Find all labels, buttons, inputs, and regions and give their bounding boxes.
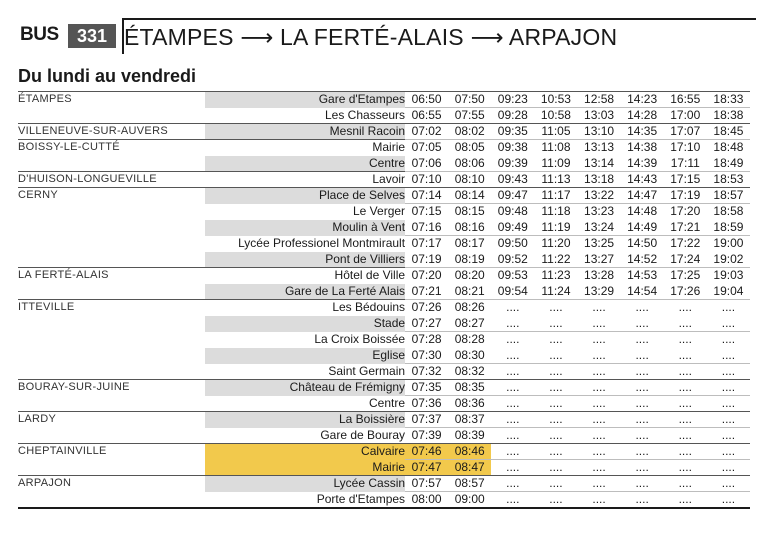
- departure-time-cell: 08:16: [448, 220, 491, 236]
- departure-time-cell: ....: [534, 316, 577, 332]
- timetable-row: [18, 124, 750, 140]
- departure-time-cell: ....: [664, 348, 707, 364]
- timetable-body: [18, 92, 750, 509]
- departure-time-cell: 11:08: [534, 140, 577, 156]
- departure-time-cell: ....: [506, 396, 520, 410]
- departure-time-cell: 07:05: [405, 140, 448, 156]
- departure-time-cell: 09:39: [491, 156, 534, 172]
- departure-time-cell: ....: [534, 476, 577, 492]
- stop-name-cell: Les Bédouins: [205, 300, 406, 316]
- line-number-badge: 331: [68, 24, 116, 48]
- departure-time-cell: 14:43: [621, 172, 664, 188]
- route-title-box: [122, 18, 756, 54]
- departure-time-cell: 09:23: [491, 92, 534, 108]
- commune-cell: [18, 204, 205, 220]
- timetable-row: [18, 380, 750, 396]
- departure-time-cell: 19:03: [707, 268, 750, 284]
- departure-time-cell: 17:10: [664, 140, 707, 156]
- departure-time-cell: 09:48: [497, 204, 528, 219]
- departure-time-cell: 17:25: [664, 268, 707, 284]
- stop-name-cell: Le Verger: [353, 204, 406, 218]
- departure-time-cell: 18:58: [713, 204, 744, 219]
- departure-time-cell: 13:03: [584, 108, 615, 122]
- departure-time-cell: 11:19: [534, 220, 577, 236]
- departure-time-cell: ....: [707, 412, 750, 428]
- departure-time-cell: 18:49: [707, 156, 750, 172]
- departure-time-cell: ....: [592, 428, 606, 442]
- stop-name-cell: Mairie: [205, 140, 406, 156]
- departure-time-cell: 07:17: [411, 236, 442, 251]
- departure-time-cell: 07:39: [411, 428, 442, 442]
- timetable-row: [18, 364, 750, 380]
- commune-cell: BOISSY-LE-CUTTÉ: [18, 140, 205, 156]
- departure-time-cell: 13:28: [577, 268, 620, 284]
- departure-time-cell: 13:27: [577, 252, 620, 268]
- commune-cell: [18, 332, 205, 348]
- departure-time-cell: 17:00: [670, 108, 701, 122]
- commune-cell: [18, 108, 205, 124]
- departure-time-cell: 07:46: [405, 444, 448, 460]
- stop-name-cell: Porte d'Etampes: [205, 492, 406, 509]
- departure-time-cell: 07:37: [405, 412, 448, 428]
- departure-time-cell: 17:22: [670, 236, 701, 251]
- departure-time-cell: 07:16: [405, 220, 448, 236]
- stop-name-cell: Mairie: [205, 460, 406, 476]
- stop-name-cell: Pont de Villiers: [205, 252, 406, 268]
- departure-time-cell: 11:13: [534, 172, 577, 188]
- departure-time-cell: ....: [707, 492, 750, 509]
- departure-time-cell: 11:23: [534, 268, 577, 284]
- departure-time-cell: ....: [577, 300, 620, 316]
- departure-time-cell: ....: [506, 364, 520, 378]
- departure-time-cell: ....: [635, 460, 649, 474]
- timetable-row: [18, 300, 750, 316]
- departure-time-cell: 08:00: [405, 492, 448, 509]
- departure-time-cell: 17:20: [670, 204, 701, 219]
- departure-time-cell: 07:36: [411, 396, 442, 410]
- stop-name-cell: Gare de Bouray: [320, 427, 406, 442]
- commune-cell: [18, 284, 205, 300]
- departure-time-cell: ....: [549, 364, 563, 378]
- timetable-row: [18, 172, 750, 188]
- departure-time-cell: 09:53: [491, 268, 534, 284]
- departure-time-cell: 09:38: [491, 140, 534, 156]
- departure-time-cell: ....: [506, 428, 520, 442]
- departure-time-cell: 07:14: [405, 188, 448, 204]
- departure-time-cell: 07:19: [405, 252, 448, 268]
- timetable-row: [18, 220, 750, 236]
- departure-time-cell: ....: [621, 476, 664, 492]
- departure-time-cell: 13:29: [577, 284, 620, 300]
- departure-time-cell: 17:24: [664, 252, 707, 268]
- departure-time-cell: ....: [664, 476, 707, 492]
- departure-time-cell: ....: [491, 316, 534, 332]
- timetable-row: [18, 252, 750, 268]
- departure-time-cell: 14:49: [621, 220, 664, 236]
- departure-time-cell: ....: [707, 316, 750, 332]
- departure-time-cell: 08:46: [448, 444, 491, 460]
- stop-name-cell: Centre: [369, 395, 406, 410]
- departure-time-cell: ....: [721, 460, 736, 474]
- stop-name-cell: Gare de La Ferté Alais: [205, 284, 406, 300]
- timetable-row: [18, 332, 750, 348]
- departure-time-cell: 18:38: [713, 108, 744, 122]
- departure-time-cell: 08:19: [448, 252, 491, 268]
- departure-time-cell: 13:18: [577, 172, 620, 188]
- departure-time-cell: 13:23: [584, 204, 615, 219]
- departure-time-cell: ....: [678, 396, 692, 410]
- departure-time-cell: ....: [491, 476, 534, 492]
- departure-time-cell: ....: [635, 428, 649, 442]
- timetable-row: [18, 188, 750, 204]
- departure-time-cell: ....: [678, 428, 692, 442]
- departure-time-cell: 09:43: [491, 172, 534, 188]
- departure-time-cell: 08:28: [454, 332, 485, 347]
- departure-time-cell: 07:55: [454, 108, 485, 122]
- timetable-row: [18, 284, 750, 300]
- departure-time-cell: 06:50: [405, 92, 448, 108]
- departure-time-cell: ....: [592, 364, 606, 378]
- departure-time-cell: ....: [534, 300, 577, 316]
- departure-time-cell: 18:33: [707, 92, 750, 108]
- stop-name-cell: Lycée Professionel Montmirault: [238, 236, 406, 250]
- departure-time-cell: 07:15: [411, 204, 442, 219]
- departure-time-cell: 16:55: [664, 92, 707, 108]
- departure-time-cell: 18:59: [707, 220, 750, 236]
- departure-time-cell: ....: [721, 332, 736, 347]
- departure-time-cell: ....: [707, 380, 750, 396]
- departure-time-cell: ....: [577, 444, 620, 460]
- commune-cell: VILLENEUVE-SUR-AUVERS: [18, 124, 205, 140]
- departure-time-cell: ....: [721, 364, 736, 378]
- timetable-row: [18, 268, 750, 284]
- departure-time-cell: 07:06: [405, 156, 448, 172]
- departure-time-cell: 07:26: [405, 300, 448, 316]
- departure-time-cell: 17:19: [664, 188, 707, 204]
- bus-label: BUS: [20, 24, 59, 45]
- timetable-row: [18, 476, 750, 492]
- departure-time-cell: 10:53: [534, 92, 577, 108]
- stop-name-cell: Centre: [205, 156, 406, 172]
- departure-time-cell: 06:55: [411, 108, 442, 122]
- departure-time-cell: 08:36: [454, 396, 485, 410]
- departure-time-cell: 08:06: [448, 156, 491, 172]
- departure-time-cell: 14:38: [621, 140, 664, 156]
- departure-time-cell: 14:28: [627, 108, 658, 122]
- departure-time-cell: 07:28: [411, 332, 442, 347]
- departure-time-cell: 17:07: [664, 124, 707, 140]
- timetable-row: [18, 316, 750, 332]
- departure-time-cell: ....: [621, 492, 664, 509]
- timetable-row: [18, 444, 750, 460]
- departure-time-cell: 11:09: [534, 156, 577, 172]
- departure-time-cell: 13:22: [577, 188, 620, 204]
- timetable-row: [18, 108, 750, 124]
- departure-time-cell: 08:20: [448, 268, 491, 284]
- departure-time-cell: 08:14: [448, 188, 491, 204]
- departure-time-cell: 07:35: [405, 380, 448, 396]
- departure-time-cell: 13:13: [577, 140, 620, 156]
- departure-time-cell: 07:47: [405, 460, 448, 476]
- timetable-row: [18, 412, 750, 428]
- commune-cell: [18, 252, 205, 268]
- departure-time-cell: 18:53: [707, 172, 750, 188]
- stop-name-cell: Moulin à Vent: [205, 220, 406, 236]
- commune-cell: [18, 236, 205, 252]
- commune-cell: [18, 316, 205, 332]
- departure-time-cell: ....: [506, 460, 520, 474]
- departure-time-cell: 07:21: [405, 284, 448, 300]
- departure-time-cell: ....: [678, 364, 692, 378]
- departure-time-cell: ....: [577, 316, 620, 332]
- timetable-row: [18, 460, 750, 476]
- departure-time-cell: ....: [621, 380, 664, 396]
- stop-name-cell: Les Chasseurs: [325, 107, 406, 122]
- departure-time-cell: 07:50: [448, 92, 491, 108]
- departure-time-cell: ....: [491, 412, 534, 428]
- departure-time-cell: ....: [721, 396, 736, 410]
- stop-name-cell: Saint Germain: [328, 363, 406, 378]
- departure-time-cell: ....: [577, 348, 620, 364]
- departure-time-cell: 07:30: [405, 348, 448, 364]
- timetable-row: [18, 428, 750, 444]
- commune-cell: [18, 492, 205, 509]
- departure-time-cell: ....: [577, 492, 620, 509]
- commune-cell: [18, 396, 205, 412]
- departure-time-cell: ....: [635, 332, 649, 347]
- timetable-row: [18, 348, 750, 364]
- stop-name-cell: La Boissière: [205, 412, 406, 428]
- days-heading: Du lundi au vendredi: [18, 66, 197, 86]
- commune-cell: [18, 156, 205, 172]
- departure-time-cell: 09:47: [491, 188, 534, 204]
- departure-time-cell: ....: [549, 428, 563, 442]
- departure-time-cell: ....: [534, 444, 577, 460]
- departure-time-cell: ....: [491, 380, 534, 396]
- departure-time-cell: 13:14: [577, 156, 620, 172]
- departure-time-cell: ....: [506, 332, 520, 347]
- timetable-row: [18, 156, 750, 172]
- departure-time-cell: 08:32: [454, 364, 485, 378]
- commune-cell: BOURAY-SUR-JUINE: [18, 380, 205, 396]
- departure-time-cell: 11:05: [534, 124, 577, 140]
- departure-time-cell: 14:50: [627, 236, 658, 251]
- departure-time-cell: 07:20: [405, 268, 448, 284]
- departure-time-cell: 17:15: [664, 172, 707, 188]
- route-title: ÉTAMPES ⟶ LA FERTÉ-ALAIS ⟶ ARPAJON: [124, 24, 618, 50]
- departure-time-cell: ....: [664, 380, 707, 396]
- stop-name-cell: Stade: [205, 316, 406, 332]
- departure-time-cell: ....: [534, 380, 577, 396]
- departure-time-cell: 08:15: [454, 204, 485, 219]
- departure-time-cell: 14:35: [621, 124, 664, 140]
- departure-time-cell: ....: [534, 492, 577, 509]
- departure-time-cell: 17:21: [664, 220, 707, 236]
- departure-time-cell: ....: [577, 412, 620, 428]
- departure-time-cell: 13:25: [584, 236, 615, 251]
- departure-time-cell: ....: [534, 412, 577, 428]
- departure-time-cell: ....: [721, 428, 736, 442]
- departure-time-cell: 08:30: [448, 348, 491, 364]
- departure-time-cell: ....: [577, 380, 620, 396]
- departure-time-cell: ....: [664, 492, 707, 509]
- departure-time-cell: 08:57: [448, 476, 491, 492]
- departure-time-cell: ....: [707, 348, 750, 364]
- departure-time-cell: 07:57: [405, 476, 448, 492]
- departure-time-cell: 10:58: [540, 108, 571, 122]
- timetable-row: [18, 92, 750, 108]
- commune-cell: [18, 348, 205, 364]
- timetable-header: [18, 18, 756, 54]
- departure-time-cell: 14:39: [621, 156, 664, 172]
- departure-time-cell: ....: [549, 460, 563, 474]
- timetable-row: [18, 140, 750, 156]
- departure-time-cell: ....: [678, 460, 692, 474]
- departure-time-cell: 11:24: [534, 284, 577, 300]
- departure-time-cell: 09:28: [497, 108, 528, 122]
- commune-cell: CHEPTAINVILLE: [18, 444, 205, 460]
- departure-time-cell: 08:37: [448, 412, 491, 428]
- departure-time-cell: 08:26: [448, 300, 491, 316]
- departure-time-cell: 07:32: [411, 364, 442, 378]
- departure-time-cell: 19:00: [713, 236, 744, 251]
- stop-name-cell: Lavoir: [205, 172, 406, 188]
- departure-time-cell: 14:53: [621, 268, 664, 284]
- timetable-row: [18, 396, 750, 412]
- departure-time-cell: 08:35: [448, 380, 491, 396]
- commune-cell: [18, 428, 205, 444]
- departure-time-cell: 11:17: [534, 188, 577, 204]
- departure-time-cell: 14:23: [621, 92, 664, 108]
- departure-time-cell: ....: [678, 332, 692, 347]
- commune-cell: LARDY: [18, 412, 205, 428]
- departure-time-cell: ....: [621, 316, 664, 332]
- departure-time-cell: 13:10: [577, 124, 620, 140]
- departure-time-cell: 08:21: [448, 284, 491, 300]
- departure-time-cell: ....: [621, 300, 664, 316]
- departure-time-cell: 11:18: [541, 204, 571, 219]
- departure-time-cell: ....: [534, 348, 577, 364]
- departure-time-cell: ....: [592, 396, 606, 410]
- departure-time-cell: ....: [664, 412, 707, 428]
- departure-time-cell: 08:05: [448, 140, 491, 156]
- departure-time-cell: 18:57: [707, 188, 750, 204]
- departure-time-cell: ....: [592, 332, 606, 347]
- departure-time-cell: 07:10: [405, 172, 448, 188]
- departure-time-cell: 14:47: [621, 188, 664, 204]
- departure-time-cell: ....: [592, 460, 606, 474]
- commune-cell: CERNY: [18, 188, 205, 204]
- departure-time-cell: ....: [549, 396, 563, 410]
- departure-time-cell: 08:10: [448, 172, 491, 188]
- departure-time-cell: 19:02: [707, 252, 750, 268]
- departure-time-cell: ....: [491, 300, 534, 316]
- stop-name-cell: Eglise: [205, 348, 406, 364]
- timetable-row: [18, 492, 750, 509]
- departure-time-cell: 11:20: [541, 236, 571, 251]
- departure-time-cell: ....: [707, 444, 750, 460]
- commune-cell: ITTEVILLE: [18, 300, 205, 316]
- departure-time-cell: ....: [621, 444, 664, 460]
- departure-time-cell: 17:26: [664, 284, 707, 300]
- departure-time-cell: 17:11: [664, 156, 707, 172]
- stop-name-cell: Hôtel de Ville: [205, 268, 406, 284]
- commune-cell: LA FERTÉ-ALAIS: [18, 268, 205, 284]
- departure-time-cell: 08:02: [448, 124, 491, 140]
- commune-cell: [18, 460, 205, 476]
- departure-time-cell: ....: [549, 332, 563, 347]
- departure-time-cell: 09:54: [491, 284, 534, 300]
- departure-time-cell: 07:27: [405, 316, 448, 332]
- stop-name-cell: La Croix Boissée: [314, 332, 406, 346]
- commune-cell: [18, 220, 205, 236]
- departure-time-cell: 18:45: [707, 124, 750, 140]
- departure-time-cell: ....: [577, 476, 620, 492]
- departure-time-cell: ....: [707, 300, 750, 316]
- departure-time-cell: ....: [635, 364, 649, 378]
- departure-time-cell: ....: [664, 300, 707, 316]
- departure-time-cell: 09:35: [491, 124, 534, 140]
- commune-cell: ÉTAMPES: [18, 92, 205, 108]
- departure-time-cell: ....: [621, 412, 664, 428]
- stop-name-cell: Mesnil Racoin: [205, 124, 406, 140]
- departure-time-cell: ....: [707, 476, 750, 492]
- departure-time-cell: ....: [491, 492, 534, 509]
- departure-time-cell: 09:00: [448, 492, 491, 509]
- timetable-row: [18, 236, 750, 252]
- departure-time-cell: 12:58: [577, 92, 620, 108]
- departure-time-cell: 14:52: [621, 252, 664, 268]
- departure-time-cell: 09:49: [491, 220, 534, 236]
- commune-cell: [18, 364, 205, 380]
- departure-time-cell: 09:52: [491, 252, 534, 268]
- departure-time-cell: 07:02: [405, 124, 448, 140]
- departure-time-cell: 14:48: [627, 204, 658, 219]
- departure-time-cell: ....: [664, 316, 707, 332]
- departure-time-cell: ....: [621, 348, 664, 364]
- stop-name-cell: Place de Selves: [205, 188, 406, 204]
- departure-time-cell: 09:50: [497, 236, 528, 251]
- commune-cell: ARPAJON: [18, 476, 205, 492]
- departure-time-cell: 08:39: [454, 428, 485, 442]
- departure-time-cell: 08:17: [454, 236, 485, 251]
- departure-time-cell: 19:04: [707, 284, 750, 300]
- departure-time-cell: ....: [491, 444, 534, 460]
- stop-name-cell: Château de Frémigny: [205, 380, 406, 396]
- departure-time-cell: 18:48: [707, 140, 750, 156]
- departure-time-cell: ....: [664, 444, 707, 460]
- timetable-row: [18, 204, 750, 220]
- departure-time-cell: ....: [635, 396, 649, 410]
- stop-name-cell: Calvaire: [205, 444, 406, 460]
- departure-time-cell: 08:47: [448, 460, 491, 476]
- departure-time-cell: 08:27: [448, 316, 491, 332]
- commune-cell: D'HUISON-LONGUEVILLE: [18, 172, 205, 188]
- departure-time-cell: ....: [491, 348, 534, 364]
- stop-name-cell: Gare d'Etampes: [205, 92, 406, 108]
- departure-time-cell: 13:24: [577, 220, 620, 236]
- stop-name-cell: Lycée Cassin: [205, 476, 406, 492]
- departure-time-cell: 14:54: [621, 284, 664, 300]
- departure-time-cell: 11:22: [534, 252, 577, 268]
- timetable: [18, 91, 750, 509]
